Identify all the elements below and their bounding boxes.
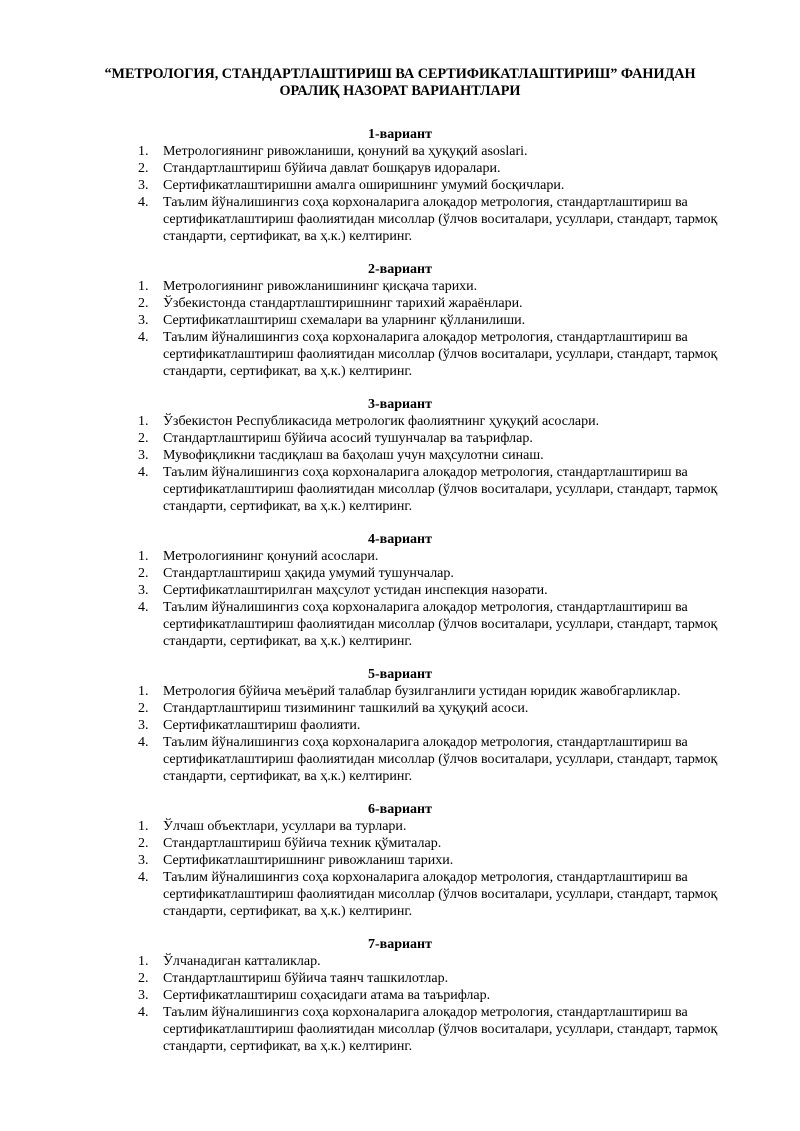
question-item [60, 717, 740, 734]
question-text: Ўлчанадиган катталиклар. [163, 954, 321, 969]
question-text: Стандартлаштириш тизимининг ташкилий ва ҳуқуқий асоси. [163, 701, 529, 716]
question-number: 4. [138, 870, 149, 885]
question-text: Сертификатлаштириш схемалари ва уларнинг қўлланилиши. [163, 313, 526, 328]
question-number: 2. [138, 701, 149, 716]
question-text: Стандартлаштириш ҳақида умумий тушунчалар. [163, 566, 454, 581]
question-text: Стандартлаштириш бўйича техник қўмиталар. [163, 836, 442, 851]
question-text: Таълим йўналишингиз соҳа корхоналарига алоқадор метрология, стандартлаштириш ва сертификатлаштириш фаолиятидан мисоллар (ўлчов воситалари, усуллари, стандарт, тармоқ стандарти, сертификат, ва ҳ.к.) келтиринг. [163, 870, 718, 919]
question-text: Метрологиянинг қонуний асослари. [163, 549, 379, 564]
question-item [60, 177, 740, 194]
question-text: Сертификатлаштириш соҳасидаги атама ва таърифлар. [163, 988, 491, 1003]
question-text: Таълим йўналишингиз соҳа корхоналарига алоқадор метрология, стандартлаштириш ва сертификатлаштириш фаолиятидан мисоллар (ўлчов воситалари, усуллари, стандарт, тармоқ стандарти, сертификат, ва ҳ.к.) келтиринг. [163, 1005, 718, 1054]
question-number: 2. [138, 836, 149, 851]
question-item [60, 548, 740, 565]
question-text: Таълим йўналишингиз соҳа корхоналарига алоқадор метрология, стандартлаштириш ва сертификатлаштириш фаолиятидан мисоллар (ўлчов воситалари, усуллари, стандарт, тармоқ стандарти, сертификат, ва ҳ.к.) келтиринг. [163, 735, 718, 784]
question-number: 1. [138, 414, 149, 429]
question-number: 4. [138, 1005, 149, 1020]
question-item [60, 953, 740, 970]
question-item [60, 852, 740, 869]
question-number: 3. [138, 178, 149, 193]
question-text: Таълим йўналишингиз соҳа корхоналарига алоқадор метрология, стандартлаштириш ва сертификатлаштириш фаолиятидан мисоллар (ўлчов воситалари, усуллари, стандарт, тармоқ стандарти, сертификат, ва ҳ.к.) келтиринг. [163, 330, 718, 379]
question-number: 2. [138, 566, 149, 581]
question-text: Стандартлаштириш бўйича таянч ташкилотлар. [163, 971, 449, 986]
variant-heading: 2-вариант [367, 262, 433, 277]
question-item [60, 835, 740, 852]
question-number: 1. [138, 819, 149, 834]
question-number: 4. [138, 600, 149, 615]
question-item [60, 734, 740, 785]
question-item [60, 278, 740, 295]
question-list [60, 683, 740, 785]
question-number: 4. [138, 735, 149, 750]
question-number: 3. [138, 448, 149, 463]
question-item [60, 683, 740, 700]
question-text: Таълим йўналишингиз соҳа корхоналарига алоқадор метрология, стандартлаштириш ва сертификатлаштириш фаолиятидан мисоллар (ўлчов воситалари, усуллари, стандарт, тармоқ стандарти, сертификат, ва ҳ.к.) келтиринг. [163, 600, 718, 649]
question-text: Стандартлаштириш бўйича асосий тушунчалар ва таърифлар. [163, 431, 533, 446]
question-text: Таълим йўналишингиз соҳа корхоналарига алоқадор метрология, стандартлаштириш ва сертификатлаштириш фаолиятидан мисоллар (ўлчов воситалари, усуллари, стандарт, тармоқ стандарти, сертификат, ва ҳ.к.) келтиринг. [163, 465, 718, 514]
variant-heading: 7-вариант [367, 937, 433, 952]
question-item [60, 295, 740, 312]
question-text: Таълим йўналишингиз соҳа корхоналарига алоқадор метрология, стандартлаштириш ва сертификатлаштириш фаолиятидан мисоллар (ўлчов воситалари, усуллари, стандарт, тармоқ стандарти, сертификат, ва ҳ.к.) келтиринг. [163, 195, 718, 244]
question-list [60, 278, 740, 380]
question-number: 2. [138, 161, 149, 176]
variant-section [60, 126, 740, 245]
variant-heading: 6-вариант [367, 802, 433, 817]
question-item [60, 818, 740, 835]
question-number: 1. [138, 279, 149, 294]
variant-heading: 3-вариант [367, 397, 433, 412]
question-list [60, 413, 740, 515]
question-item [60, 430, 740, 447]
question-text: Ўзбекистон Республикасида метрологик фаолиятнинг ҳуқуқий асослари. [163, 414, 600, 429]
question-number: 4. [138, 195, 149, 210]
question-item [60, 312, 740, 329]
question-item [60, 599, 740, 650]
question-item [60, 329, 740, 380]
question-number: 3. [138, 988, 149, 1003]
question-text: Ўлчаш объектлари, усуллари ва турлари. [163, 819, 407, 834]
question-number: 3. [138, 853, 149, 868]
variant-heading: 5-вариант [367, 667, 433, 682]
question-number: 3. [138, 583, 149, 598]
question-item [60, 987, 740, 1004]
question-list [60, 143, 740, 245]
variant-section [60, 396, 740, 515]
question-list [60, 818, 740, 920]
document-title-line-2: ОРАЛИҚ НАЗОРАТ ВАРИАНТЛАРИ [279, 83, 521, 99]
document-title [60, 66, 740, 100]
variant-heading: 1-вариант [367, 127, 433, 142]
variant-section [60, 936, 740, 1055]
question-number: 2. [138, 431, 149, 446]
question-item [60, 970, 740, 987]
question-item [60, 565, 740, 582]
question-item [60, 447, 740, 464]
question-number: 4. [138, 330, 149, 345]
question-list [60, 953, 740, 1055]
question-text: Ўзбекистонда стандартлаштиришнинг тарихий жараёнлари. [163, 296, 523, 311]
question-number: 3. [138, 718, 149, 733]
variant-heading: 4-вариант [367, 532, 433, 547]
variant-section [60, 261, 740, 380]
question-item [60, 464, 740, 515]
variant-section [60, 666, 740, 785]
variant-section [60, 531, 740, 650]
question-number: 1. [138, 144, 149, 159]
question-text: Сертификатлаштириш фаолияти. [163, 718, 361, 733]
question-item [60, 1004, 740, 1055]
question-text: Метрология бўйича меъёрий талаблар бузилганлиги устидан юридик жавобгарликлар. [163, 684, 681, 699]
question-item [60, 700, 740, 717]
question-text: Сертификатлаштиришнинг ривожланиш тарихи. [163, 853, 454, 868]
question-number: 1. [138, 954, 149, 969]
question-item [60, 160, 740, 177]
question-text: Метрологиянинг ривожланиши, қонуний ва ҳуқуқий asoslari. [163, 144, 528, 159]
question-number: 2. [138, 971, 149, 986]
question-text: Сертификатлаштиришни амалга оширишнинг умумий босқичлари. [163, 178, 565, 193]
question-text: Сертификатлаштирилган маҳсулот устидан инспекция назорати. [163, 583, 548, 598]
question-item [60, 413, 740, 430]
document-title-line-1: “МЕТРОЛОГИЯ, СТАНДАРТЛАШТИРИШ ВА СЕРТИФИКАТЛАШТИРИШ” ФАНИДАН [104, 66, 696, 82]
question-number: 1. [138, 549, 149, 564]
variant-section [60, 801, 740, 920]
question-item [60, 869, 740, 920]
question-item [60, 143, 740, 160]
question-item [60, 194, 740, 245]
question-item [60, 582, 740, 599]
question-number: 2. [138, 296, 149, 311]
question-number: 3. [138, 313, 149, 328]
question-text: Мувофиқликни тасдиқлаш ва баҳолаш учун маҳсулотни синаш. [163, 448, 544, 463]
question-number: 1. [138, 684, 149, 699]
question-number: 4. [138, 465, 149, 480]
question-text: Метрологиянинг ривожланишининг қисқача тарихи. [163, 279, 478, 294]
question-list [60, 548, 740, 650]
question-text: Стандартлаштириш бўйича давлат бошқарув идоралари. [163, 161, 501, 176]
